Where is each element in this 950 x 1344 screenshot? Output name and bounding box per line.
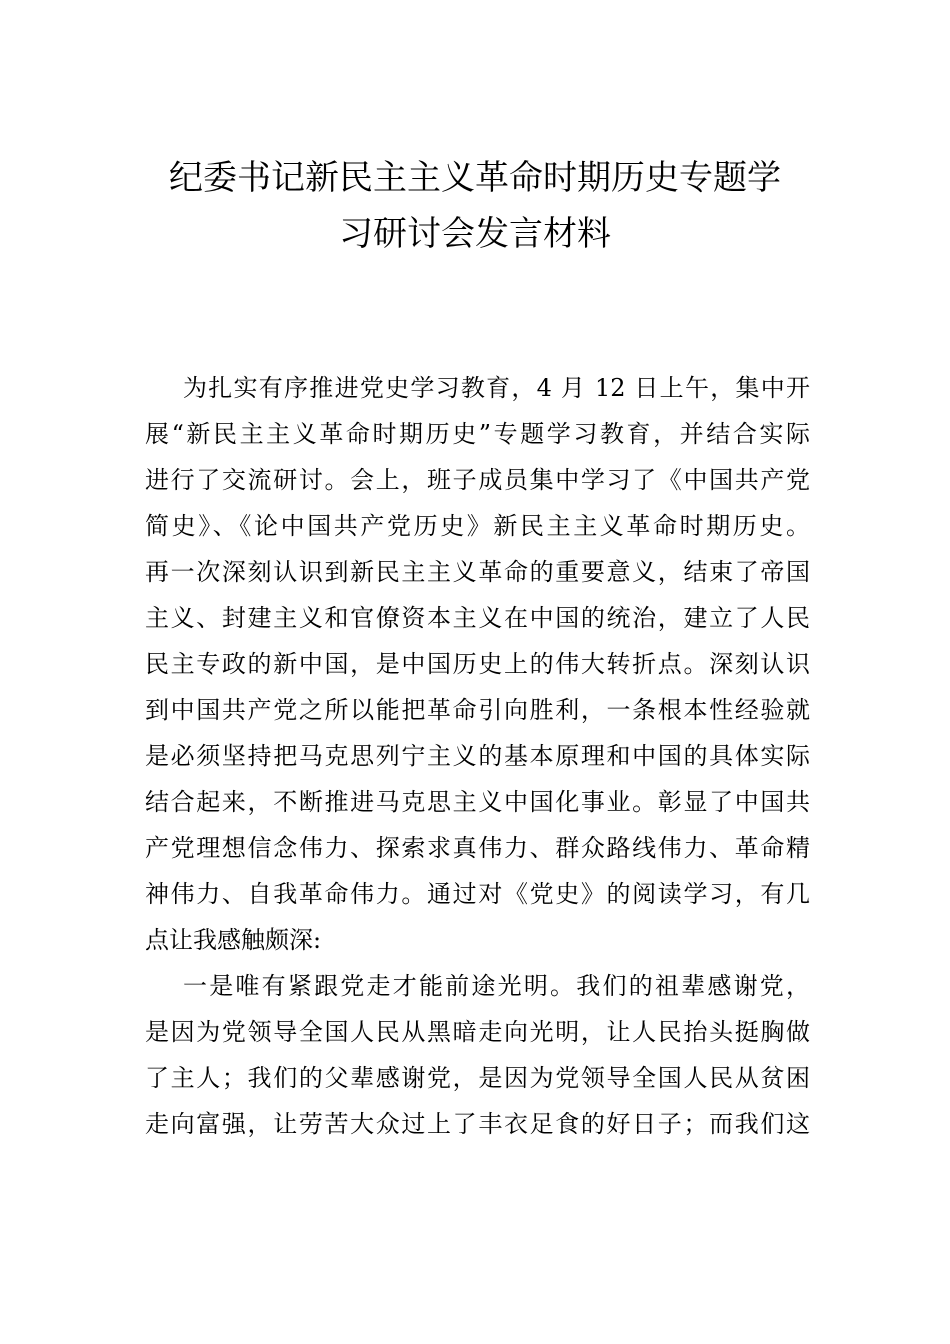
paragraph-1	[145, 365, 810, 963]
paragraph-line: 到中国共产党之所以能把革命引向胜利，一条根本性经验就	[145, 696, 810, 724]
paragraph-line: 简史》、《论中国共产党历史》新民主主义革命时期历史。	[145, 512, 810, 540]
paragraph-line: 民主专政的新中国，是中国历史上的伟大转折点。深刻认识	[145, 650, 810, 678]
title-line-1: 纪委书记新民主主义革命时期历史专题学	[169, 158, 781, 198]
document-title	[100, 150, 850, 262]
paragraph-line: 一是唯有紧跟党走才能前途光明。我们的祖辈感谢党，	[183, 972, 810, 1000]
paragraph-line: 主义、封建主义和官僚资本主义在中国的统治，建立了人民	[145, 604, 810, 632]
paragraph-line: 产党理想信念伟力、探索求真伟力、群众路线伟力、革命精	[145, 834, 810, 862]
paragraph-line: 神伟力、自我革命伟力。通过对《党史》的阅读学习，有几	[145, 880, 810, 908]
paragraph-line: 进行了交流研讨。会上，班子成员集中学习了《中国共产党	[145, 466, 810, 494]
paragraph-line: 再一次深刻认识到新民主主义革命的重要意义，结束了帝国	[145, 558, 810, 586]
paragraph-line: 点让我感触颇深:	[145, 926, 322, 954]
paragraph-line: 了主人；我们的父辈感谢党，是因为党领导全国人民从贫困	[145, 1064, 810, 1092]
paragraph-line: 展“新民主主义革命时期历史”专题学习教育，并结合实际	[145, 420, 810, 448]
paragraph-line: 是因为党领导全国人民从黑暗走向光明，让人民抬头挺胸做	[145, 1018, 810, 1046]
paragraph-line: 是必须坚持把马克思列宁主义的基本原理和中国的具体实际	[145, 742, 810, 770]
paragraph-line: 结合起来，不断推进马克思主义中国化事业。彰显了中国共	[145, 788, 810, 816]
paragraph-line: 走向富强，让劳苦大众过上了丰衣足食的好日子；而我们这	[145, 1110, 810, 1138]
title-line-2: 习研讨会发言材料	[339, 214, 611, 254]
document-body	[145, 365, 810, 1147]
paragraph-2	[145, 963, 810, 1147]
paragraph-line: 为扎实有序推进党史学习教育，4 月 12 日上午，集中开	[183, 374, 810, 402]
